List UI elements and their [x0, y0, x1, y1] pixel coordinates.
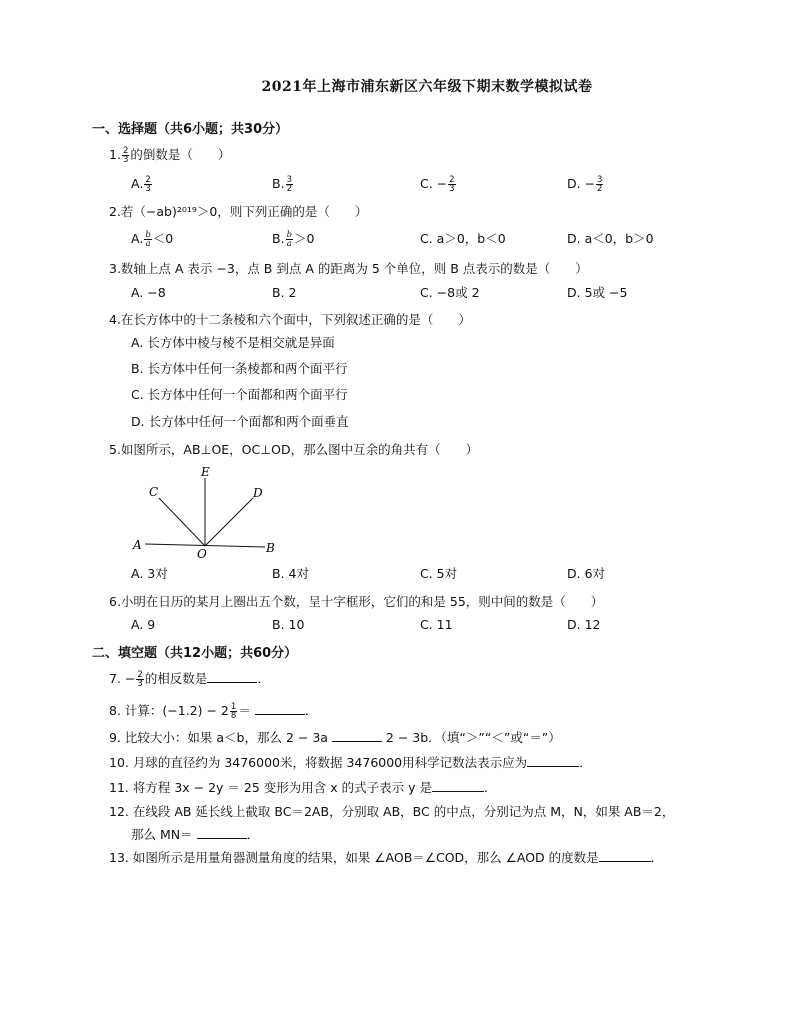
option-d[interactable]: D. 长方体中任何一个面都和两个面垂直 — [131, 414, 349, 429]
option-a[interactable]: A. −8 — [131, 285, 166, 300]
option-b[interactable]: B. $\frac{3}{2}$ — [272, 175, 292, 194]
question-13: 13. 如图所示是用量角器测量角度的结果，如果 ∠AOB＝∠COD，那么 ∠AOD 的度数是 ． — [109, 850, 664, 865]
question-12-continuation: 那么 MN＝ ． — [131, 827, 260, 842]
answer-blank[interactable] — [332, 729, 382, 742]
label-e: E — [201, 465, 210, 479]
label-d: D — [253, 486, 263, 500]
option-c[interactable]: C. − $\frac{2}{3}$ — [420, 175, 455, 194]
label-c: C — [149, 485, 159, 499]
answer-blank[interactable] — [599, 849, 651, 862]
answer-blank[interactable] — [432, 779, 484, 792]
question-11: 11. 将方程 3x − 2y ＝ 25 变形为用含 x 的式子表示 y 是 ． — [109, 780, 497, 795]
question-9: 9. 比较大小：如果 a＜b，那么 2 − 3a 2 − 3b．（填“＞”“＜”或“＝”） — [109, 730, 561, 745]
option-b[interactable]: B. 长方体中任何一条棱都和两个面平行 — [131, 361, 348, 376]
option-c[interactable]: C. 11 — [420, 617, 453, 632]
option-a[interactable]: A. 长方体中棱与棱不是相交就是异面 — [131, 335, 335, 350]
option-c[interactable]: C. 5对 — [420, 566, 458, 581]
option-c[interactable]: C. 长方体中任何一个面都和两个面平行 — [131, 387, 348, 402]
question-8: 8. 计算：(−1.2) − 2 $\frac{1}{8}$ ＝ ． — [109, 702, 318, 721]
option-d[interactable]: D. 5或 −5 — [567, 285, 628, 300]
option-d[interactable]: D. 6对 — [567, 566, 606, 581]
question-5: 5.如图所示，AB⊥OE，OC⊥OD，那么图中互余的角共有（ ） — [109, 442, 479, 457]
label-o: O — [197, 547, 207, 560]
answer-blank[interactable] — [197, 826, 247, 839]
question-1: 1. $\frac{2}{3}$ 的倒数是（ ） — [109, 146, 231, 165]
question-12: 12. 在线段 AB 延长线上截取 BC＝2AB，分别取 AB，BC 的中点，分别记为点 M，N，如果 AB＝2， — [109, 804, 675, 819]
question-3: 3.数轴上点 A 表示 −3，点 B 到点 A 的距离为 5 个单位，则 B 点表示的数是（ ） — [109, 261, 588, 276]
question-6: 6.小明在日历的某月上圈出五个数，呈十字框形，它们的和是 55，则中间的数是（ ） — [109, 594, 604, 609]
question-7: 7. − $\frac{2}{3}$ 的相反数是 ． — [109, 670, 270, 689]
option-d[interactable]: D. 12 — [567, 617, 601, 632]
ray-oc — [159, 498, 205, 546]
answer-blank[interactable] — [527, 754, 579, 767]
option-b[interactable]: B. $\frac{b}{a}$ ＞0 — [272, 230, 315, 249]
answer-blank[interactable] — [207, 670, 257, 683]
question-6-options — [131, 616, 691, 634]
section-heading-choice: 一、选择题（共6小题；共30分） — [92, 122, 289, 137]
label-b: B — [266, 541, 275, 555]
option-c[interactable]: C. −8或 2 — [420, 285, 480, 300]
option-a[interactable]: A. 9 — [131, 617, 156, 632]
option-b[interactable]: B. 2 — [272, 285, 297, 300]
question-10: 10. 月球的直径约为 3476000米，将数据 3476000用科学记数法表示应为 ． — [109, 755, 592, 770]
option-d[interactable]: D. − $\frac{3}{2}$ — [567, 175, 603, 194]
option-a[interactable]: A. $\frac{b}{a}$ ＜0 — [131, 230, 174, 249]
ray-od — [205, 498, 253, 546]
answer-blank[interactable] — [255, 702, 305, 715]
option-d[interactable]: D. a＜0，b＞0 — [567, 231, 654, 246]
option-a[interactable]: A. 3对 — [131, 566, 168, 581]
question-2: 2.若（−ab)²⁰¹⁹＞0，则下列正确的是（ ） — [109, 204, 368, 219]
question-4: 4.在长方体中的十二条棱和六个面中，下列叙述正确的是（ ） — [109, 312, 471, 327]
question-1-options — [131, 175, 691, 193]
section-heading-fill-in: 二、填空题（共12小题；共60分） — [92, 646, 298, 661]
question-5-options — [131, 565, 691, 583]
option-c[interactable]: C. a＞0，b＜0 — [420, 231, 506, 246]
option-a[interactable]: A. $\frac{2}{3}$ — [131, 175, 151, 194]
question-3-options — [131, 284, 691, 302]
label-a: A — [133, 538, 142, 552]
question-2-options — [131, 230, 691, 248]
perpendicular-lines-diagram — [125, 460, 295, 560]
page-title: 2021年上海市浦东新区六年级下期末数学模拟试卷 — [261, 79, 593, 95]
option-b[interactable]: B. 4对 — [272, 566, 309, 581]
option-b[interactable]: B. 10 — [272, 617, 305, 632]
